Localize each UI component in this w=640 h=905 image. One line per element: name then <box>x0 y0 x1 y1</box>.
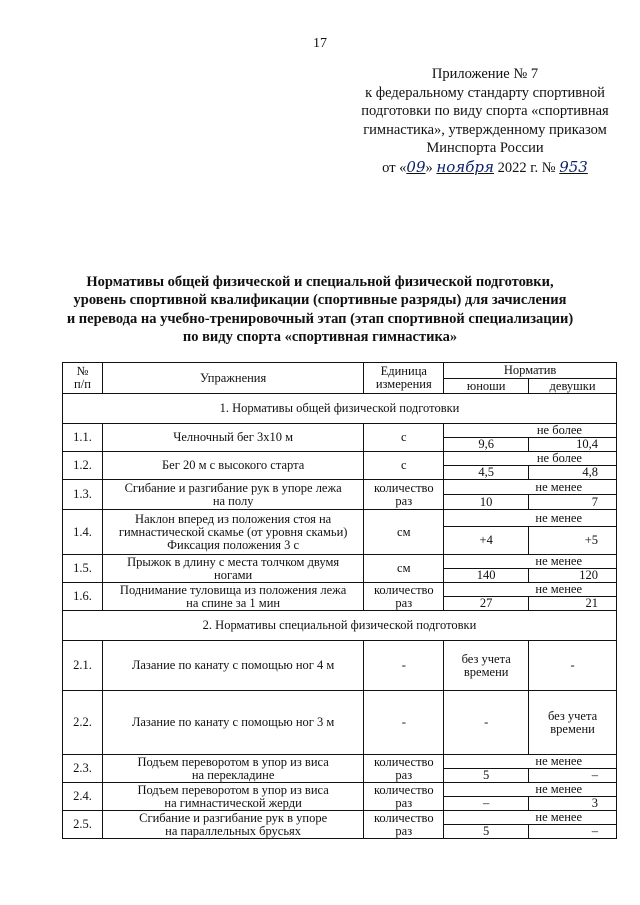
cell-line: Фиксация положения 3 с <box>167 537 300 552</box>
unit-cell <box>364 480 444 510</box>
table-row <box>63 480 617 495</box>
cell-line: с <box>401 430 407 444</box>
norm-condition: не более <box>444 452 617 466</box>
cell-line: Сгибание и разгибание рук в упоре лежа <box>124 480 342 495</box>
section-title: 1. Нормативы общей физической подготовки <box>63 394 617 424</box>
cell-line: Челночный бег 3х10 м <box>173 430 293 444</box>
document-title <box>40 273 600 347</box>
title-line: уровень спортивной квалификации (спортивные разряды) для зачисления <box>73 292 567 309</box>
unit-cell <box>364 424 444 452</box>
girls-value: – <box>529 769 617 783</box>
table-row <box>63 691 617 755</box>
cell-line: раз <box>395 493 413 508</box>
unit-cell <box>364 641 444 691</box>
cell-line: без учета <box>461 651 511 666</box>
table-row <box>63 783 617 797</box>
boys-value: – <box>444 797 529 811</box>
norm-condition: не менее <box>444 583 617 597</box>
cell-line: - <box>570 658 575 672</box>
boys-value: 9,6 <box>444 438 529 452</box>
cell-line: на гимнастической жерди <box>164 795 302 810</box>
norm-condition: не менее <box>444 755 617 769</box>
boys-value: 140 <box>444 569 529 583</box>
header-boys: юноши <box>444 379 529 394</box>
table-row <box>63 510 617 527</box>
norm-condition: не менее <box>444 811 617 825</box>
girls-value: 21 <box>529 597 617 611</box>
cell-line: Подъем переворотом в упор из виса <box>137 754 329 769</box>
appendix-block <box>330 65 640 178</box>
cell-line: Подъем переворотом в упор из виса <box>137 782 329 797</box>
girls-value <box>529 641 617 691</box>
date-prefix: от « <box>382 159 407 176</box>
handwritten-order-number: 953 <box>559 157 588 176</box>
cell-line: количество <box>373 782 434 797</box>
exercise-cell <box>102 480 363 510</box>
header-norm: Норматив <box>444 363 617 379</box>
table-row <box>63 811 617 825</box>
cell-line: количество <box>373 582 434 597</box>
unit-cell <box>364 811 444 839</box>
unit-cell <box>364 510 444 555</box>
cell-line: раз <box>395 767 413 782</box>
norm-condition: не менее <box>444 555 617 569</box>
table-row <box>63 583 617 597</box>
norm-condition: не более <box>444 424 617 438</box>
norm-condition: не менее <box>444 510 617 527</box>
norms-table <box>62 362 617 839</box>
girls-value: 10,4 <box>529 438 617 452</box>
exercise-cell <box>102 583 363 611</box>
handwritten-day: 09 <box>406 157 426 176</box>
header-girls: девушки <box>529 379 617 394</box>
row-number: 1.2. <box>63 452 103 480</box>
cell-line: см <box>397 561 411 575</box>
boys-value: 5 <box>444 769 529 783</box>
unit-cell <box>364 555 444 583</box>
boys-value: 10 <box>444 495 529 510</box>
row-number: 2.3. <box>63 755 103 783</box>
cell-line: раз <box>395 595 413 610</box>
boys-value: +4 <box>444 527 529 555</box>
cell-line: Лазание по канату с помощью ног 4 м <box>131 658 335 672</box>
cell-line: на перекладине <box>191 767 275 782</box>
unit-cell <box>364 755 444 783</box>
cell-line: на полу <box>212 493 254 508</box>
page-number: 17 <box>313 36 327 51</box>
exercise-cell <box>102 811 363 839</box>
row-number: 1.4. <box>63 510 103 555</box>
cell-line: на спине за 1 мин <box>186 595 281 610</box>
boys-value: 5 <box>444 825 529 839</box>
unit-cell <box>364 583 444 611</box>
girls-value: 120 <box>529 569 617 583</box>
row-number: 1.6. <box>63 583 103 611</box>
boys-value: 27 <box>444 597 529 611</box>
cell-line: Наклон вперед из положения стоя на <box>135 511 332 526</box>
row-number: 1.3. <box>63 480 103 510</box>
table-row <box>63 755 617 769</box>
cell-line: количество <box>373 810 434 825</box>
exercise-cell <box>102 452 363 480</box>
appendix-line: подготовки по виду спорта «спортивная <box>361 103 609 120</box>
cell-line: - <box>401 658 406 672</box>
cell-line: раз <box>395 823 413 838</box>
title-line: по виду спорта «спортивная гимнастика» <box>182 329 458 346</box>
boys-value <box>444 691 529 755</box>
section-title: 2. Нормативы специальной физической подготовки <box>63 611 617 641</box>
appendix-line: к федеральному стандарту спортивной <box>365 84 605 101</box>
cell-line: времени <box>550 721 595 736</box>
appendix-line: гимнастика», утвержденному приказом <box>363 121 607 138</box>
girls-value: +5 <box>529 527 617 555</box>
exercise-cell <box>102 755 363 783</box>
cell-line: с <box>401 458 407 472</box>
exercise-cell <box>102 641 363 691</box>
table-row <box>63 424 617 438</box>
cell-line: количество <box>373 480 434 495</box>
girls-value: 7 <box>529 495 617 510</box>
row-number: 1.5. <box>63 555 103 583</box>
table-row <box>63 641 617 691</box>
cell-line: Прыжок в длину с места толчком двумя <box>127 554 340 569</box>
row-number: 1.1. <box>63 424 103 452</box>
table-row <box>63 452 617 466</box>
cell-line: - <box>484 715 489 729</box>
row-number: 2.4. <box>63 783 103 811</box>
order-date-line <box>330 158 640 178</box>
header-unit: Единица измерения <box>364 363 444 394</box>
cell-line: на параллельных брусьях <box>165 823 302 838</box>
boys-value: 4,5 <box>444 466 529 480</box>
cell-line: см <box>397 524 411 539</box>
appendix-line: Приложение № 7 <box>431 66 539 82</box>
exercise-cell <box>102 510 363 555</box>
handwritten-month: ноября <box>436 157 494 176</box>
cell-line: - <box>401 715 406 729</box>
exercise-cell <box>102 424 363 452</box>
date-close: » <box>425 159 433 176</box>
cell-line: Лазание по канату с помощью ног 3 м <box>131 715 335 729</box>
boys-value <box>444 641 529 691</box>
row-number: 2.5. <box>63 811 103 839</box>
unit-cell <box>364 452 444 480</box>
row-number: 2.1. <box>63 641 103 691</box>
girls-value: 4,8 <box>529 466 617 480</box>
cell-line: гимнастической скамье (от уровня скамьи) <box>118 524 348 539</box>
girls-value: 3 <box>529 797 617 811</box>
appendix-line: Минспорта России <box>426 140 544 157</box>
girls-value <box>529 691 617 755</box>
unit-cell <box>364 783 444 811</box>
cell-line: ногами <box>214 567 253 582</box>
year-text: 2022 г. № <box>497 159 556 176</box>
unit-cell <box>364 691 444 755</box>
cell-line: количество <box>373 754 434 769</box>
header-num: № п/п <box>63 363 103 394</box>
norm-condition: не менее <box>444 480 617 495</box>
exercise-cell <box>102 691 363 755</box>
girls-value: – <box>529 825 617 839</box>
exercise-cell <box>102 783 363 811</box>
norm-condition: не менее <box>444 783 617 797</box>
cell-line: Сгибание и разгибание рук в упоре <box>139 810 328 825</box>
cell-line: раз <box>395 795 413 810</box>
cell-line: без учета <box>547 708 598 723</box>
cell-line: Поднимание туловища из положения лежа <box>119 582 347 597</box>
cell-line: Бег 20 м с высокого старта <box>162 458 305 472</box>
cell-line: времени <box>463 664 509 679</box>
row-number: 2.2. <box>63 691 103 755</box>
title-line: и перевода на учебно-тренировочный этап (этап спортивной специализации) <box>66 310 574 327</box>
table-row <box>63 555 617 569</box>
exercise-cell <box>102 555 363 583</box>
title-line: Нормативы общей физической и специальной физической подготовки, <box>86 274 554 290</box>
header-exercise: Упражнения <box>102 363 363 394</box>
